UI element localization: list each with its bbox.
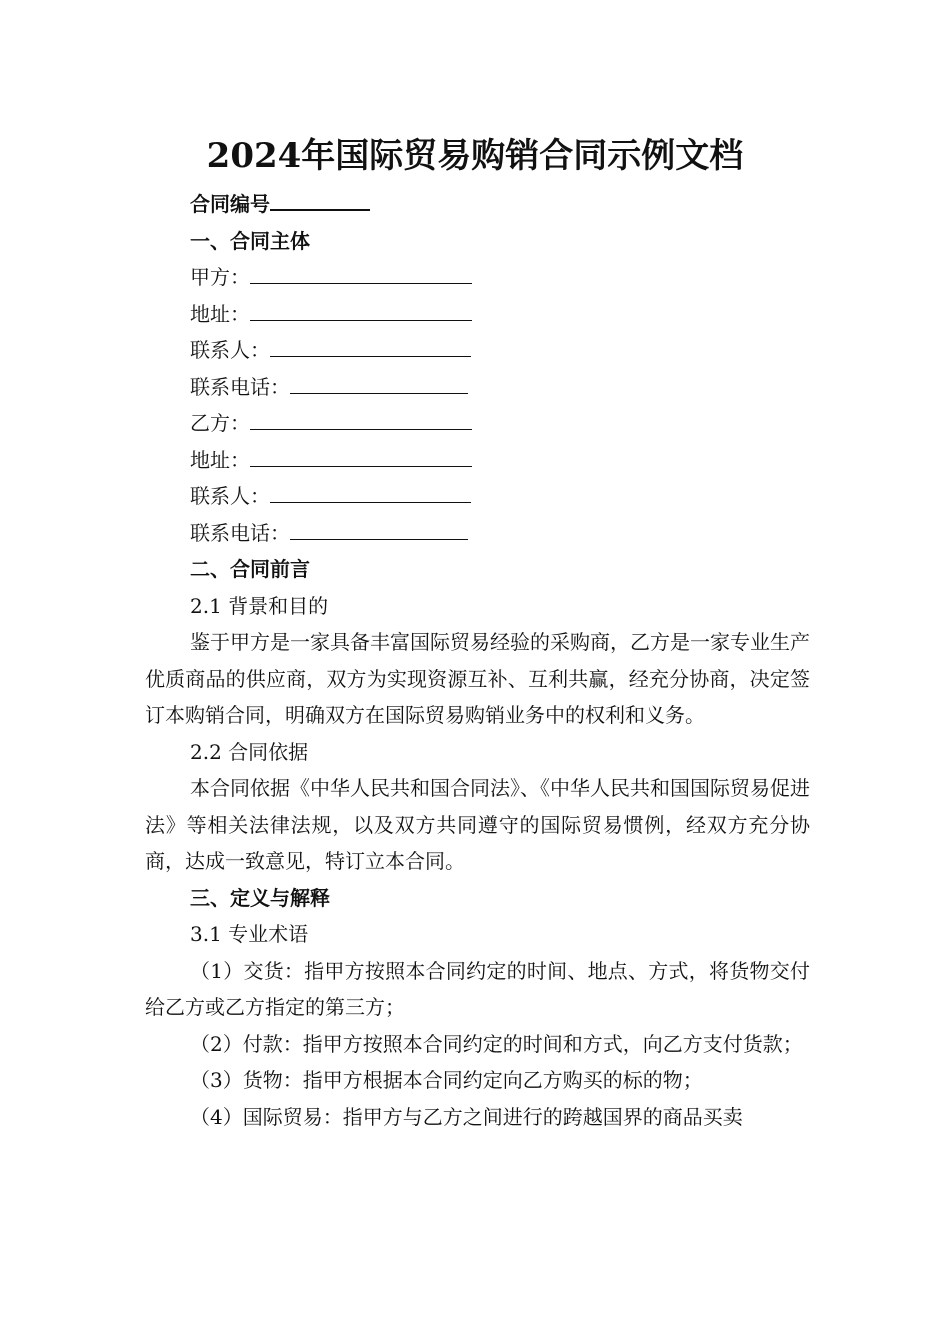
- section-heading: 一、合同主体: [190, 228, 310, 253]
- contract-number-line: [145, 186, 810, 223]
- list-item: （1）交货：指甲方按照本合同约定的时间、地点、方式，将货物交付给乙方或乙方指定的第三方；: [145, 958, 810, 1019]
- party-a-contact-blank: [270, 334, 471, 357]
- party-a-contact-label: 联系人：: [190, 338, 270, 362]
- party-a-label: 甲方：: [190, 265, 250, 289]
- party-a-address-label: 地址：: [190, 301, 250, 326]
- paragraph: 本合同依据《中华人民共和国合同法》、《中华人民共和国国际贸易促进法》等相关法律法规，以及双方共同遵守的国际贸易惯例，经双方充分协商，达成一致意见，特订立本合同。: [145, 776, 810, 873]
- party-b-contact-blank: [270, 480, 471, 503]
- subsection-title: 2.1 背景和目的: [190, 593, 329, 618]
- party-b-blank: [250, 407, 472, 430]
- party-b-contact-label: 联系人：: [190, 484, 270, 508]
- party-a-phone-label: 联系电话：: [190, 374, 290, 399]
- party-b-contact-line: [145, 478, 810, 515]
- party-a-blank: [250, 261, 472, 284]
- party-b-label: 乙方：: [190, 411, 250, 435]
- party-b-address-blank: [250, 444, 472, 467]
- paragraph: 鉴于甲方是一家具备丰富国际贸易经验的采购商，乙方是一家专业生产优质商品的供应商，双方为实现资源互补、互利共赢，经充分协商，决定签订本购销合同，明确双方在国际贸易购销业务中的权利和义务。: [145, 630, 810, 727]
- party-b-phone-blank: [290, 517, 468, 540]
- party-b-phone-line: [145, 515, 810, 552]
- list-item: （2）付款：指甲方按照本合同约定的时间和方式，向乙方支付货款；: [190, 1031, 803, 1056]
- party-b-address-label: 地址：: [190, 447, 250, 472]
- list-item: （4）国际贸易：指甲方与乙方之间进行的跨越国界的商品买卖: [190, 1104, 743, 1129]
- document-body: [145, 186, 810, 1135]
- section-heading: 二、合同前言: [190, 557, 310, 581]
- subsection-title: 2.2 合同依据: [190, 739, 309, 764]
- party-a-phone-line: [145, 369, 810, 406]
- contract-number-blank: [270, 187, 370, 211]
- section-heading: 三、定义与解释: [190, 885, 330, 910]
- party-a-address-blank: [250, 298, 472, 321]
- party-a-contact-line: [145, 332, 810, 369]
- party-a-address-line: [145, 296, 810, 333]
- party-a-phone-blank: [290, 371, 468, 394]
- subsection-title: 3.1 专业术语: [190, 922, 309, 946]
- party-b-address-line: [145, 442, 810, 479]
- party-b-line: [145, 405, 810, 442]
- party-b-phone-label: 联系电话：: [190, 520, 290, 545]
- contract-number-label: 合同编号: [190, 192, 270, 216]
- party-a-line: [145, 259, 810, 296]
- document-title: 2024年国际贸易购销合同示例文档: [206, 136, 744, 176]
- list-item: （3）货物：指甲方根据本合同约定向乙方购买的标的物；: [190, 1068, 703, 1092]
